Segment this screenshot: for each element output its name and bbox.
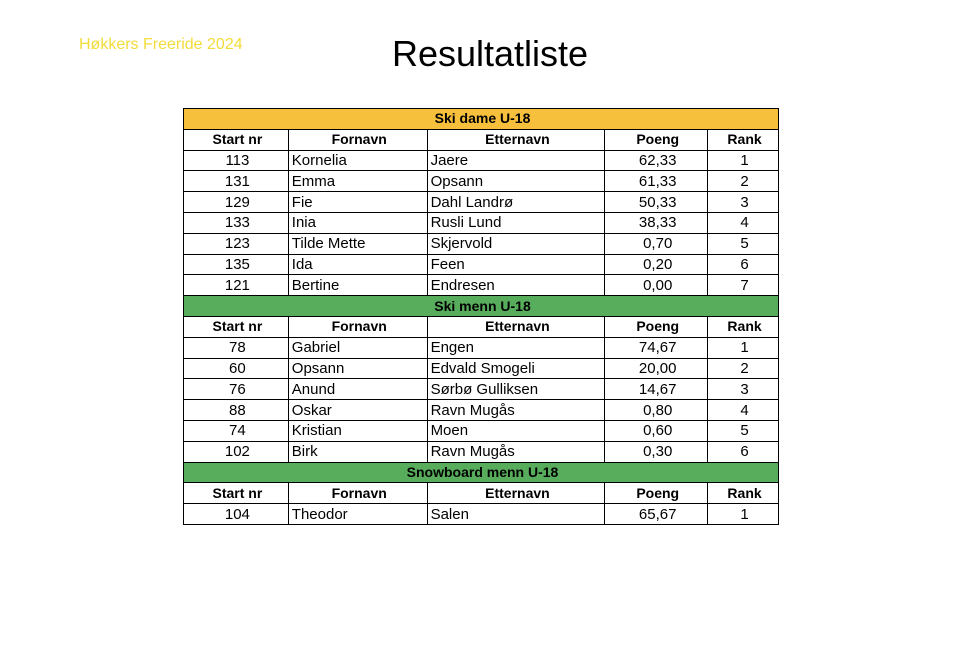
start-number-cell: 129 [184, 192, 289, 213]
rank-cell: 6 [708, 441, 779, 462]
table-row [184, 337, 779, 358]
first-name-cell: Inia [288, 212, 427, 233]
results-table [183, 108, 779, 525]
last-name-cell: Sørbø Gulliksen [427, 379, 605, 400]
start-number-cell: 131 [184, 171, 289, 192]
start-number-cell: 74 [184, 420, 289, 441]
last-name-cell: Rusli Lund [427, 212, 605, 233]
table-row [184, 379, 779, 400]
points-cell: 14,67 [605, 379, 708, 400]
table-row [184, 150, 779, 171]
start-number-cell: 76 [184, 379, 289, 400]
points-cell: 0,80 [605, 400, 708, 421]
page-title [0, 33, 980, 75]
table-row [184, 171, 779, 192]
table-row [184, 275, 779, 296]
start-number-cell: 121 [184, 275, 289, 296]
rank-cell: 4 [708, 400, 779, 421]
column-header: Etternavn [427, 483, 605, 504]
start-number-cell: 60 [184, 358, 289, 379]
table-row [184, 254, 779, 275]
last-name-cell: Opsann [427, 171, 605, 192]
rank-cell: 1 [708, 150, 779, 171]
column-header: Rank [708, 129, 779, 150]
column-header: Poeng [605, 316, 708, 337]
section-header-row [184, 462, 779, 483]
first-name-cell: Ida [288, 254, 427, 275]
last-name-cell: Jaere [427, 150, 605, 171]
first-name-cell: Anund [288, 379, 427, 400]
rank-cell: 1 [708, 337, 779, 358]
column-header-row [184, 129, 779, 150]
first-name-cell: Gabriel [288, 337, 427, 358]
first-name-cell: Opsann [288, 358, 427, 379]
column-header: Etternavn [427, 316, 605, 337]
first-name-cell: Kornelia [288, 150, 427, 171]
table-row [184, 420, 779, 441]
start-number-cell: 113 [184, 150, 289, 171]
first-name-cell: Kristian [288, 420, 427, 441]
section-title: Ski dame U-18 [184, 109, 779, 130]
section-title: Snowboard menn U-18 [184, 462, 779, 483]
column-header: Rank [708, 316, 779, 337]
table-row [184, 212, 779, 233]
rank-cell: 4 [708, 212, 779, 233]
first-name-cell: Bertine [288, 275, 427, 296]
start-number-cell: 102 [184, 441, 289, 462]
points-cell: 74,67 [605, 337, 708, 358]
column-header: Fornavn [288, 316, 427, 337]
last-name-cell: Feen [427, 254, 605, 275]
last-name-cell: Edvald Smogeli [427, 358, 605, 379]
rank-cell: 5 [708, 420, 779, 441]
first-name-cell: Fie [288, 192, 427, 213]
table-row [184, 504, 779, 525]
column-header: Fornavn [288, 483, 427, 504]
rank-cell: 2 [708, 171, 779, 192]
start-number-cell: 88 [184, 400, 289, 421]
rank-cell: 5 [708, 233, 779, 254]
rank-cell: 6 [708, 254, 779, 275]
last-name-cell: Dahl Landrø [427, 192, 605, 213]
column-header: Rank [708, 483, 779, 504]
table-row [184, 233, 779, 254]
last-name-cell: Skjervold [427, 233, 605, 254]
table-row [184, 441, 779, 462]
section-header-row [184, 109, 779, 130]
rank-cell: 3 [708, 379, 779, 400]
start-number-cell: 78 [184, 337, 289, 358]
column-header-row [184, 316, 779, 337]
points-cell: 61,33 [605, 171, 708, 192]
column-header: Start nr [184, 129, 289, 150]
points-cell: 0,70 [605, 233, 708, 254]
rank-cell: 2 [708, 358, 779, 379]
points-cell: 38,33 [605, 212, 708, 233]
column-header: Etternavn [427, 129, 605, 150]
last-name-cell: Salen [427, 504, 605, 525]
first-name-cell: Theodor [288, 504, 427, 525]
last-name-cell: Ravn Mugås [427, 400, 605, 421]
table-row [184, 400, 779, 421]
points-cell: 20,00 [605, 358, 708, 379]
last-name-cell: Ravn Mugås [427, 441, 605, 462]
column-header: Poeng [605, 483, 708, 504]
rank-cell: 3 [708, 192, 779, 213]
start-number-cell: 123 [184, 233, 289, 254]
points-cell: 0,60 [605, 420, 708, 441]
last-name-cell: Engen [427, 337, 605, 358]
page-title-text: Resultatliste [391, 33, 589, 74]
column-header-row [184, 483, 779, 504]
table-row [184, 358, 779, 379]
rank-cell: 7 [708, 275, 779, 296]
start-number-cell: 104 [184, 504, 289, 525]
last-name-cell: Moen [427, 420, 605, 441]
points-cell: 0,30 [605, 441, 708, 462]
start-number-cell: 133 [184, 212, 289, 233]
section-header-row [184, 296, 779, 317]
start-number-cell: 135 [184, 254, 289, 275]
points-cell: 62,33 [605, 150, 708, 171]
column-header: Start nr [184, 483, 289, 504]
column-header: Start nr [184, 316, 289, 337]
results-table-body [184, 109, 779, 525]
points-cell: 65,67 [605, 504, 708, 525]
table-row [184, 192, 779, 213]
points-cell: 0,00 [605, 275, 708, 296]
points-cell: 50,33 [605, 192, 708, 213]
column-header: Poeng [605, 129, 708, 150]
last-name-cell: Endresen [427, 275, 605, 296]
first-name-cell: Oskar [288, 400, 427, 421]
section-title: Ski menn U-18 [184, 296, 779, 317]
column-header: Fornavn [288, 129, 427, 150]
event-brand-label: Høkkers Freeride 2024 [79, 36, 243, 53]
first-name-cell: Birk [288, 441, 427, 462]
points-cell: 0,20 [605, 254, 708, 275]
first-name-cell: Tilde Mette [288, 233, 427, 254]
rank-cell: 1 [708, 504, 779, 525]
first-name-cell: Emma [288, 171, 427, 192]
